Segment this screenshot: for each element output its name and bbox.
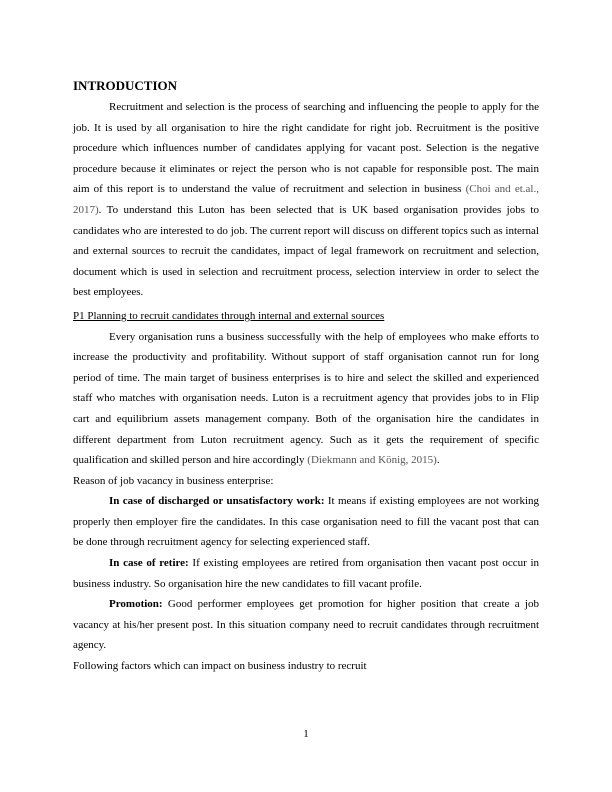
reason-retire [73,553,539,594]
reason-label: Promotion: [109,598,163,611]
section-paragraph [73,327,539,471]
closing-line: Following factors which can impact on business industry to recruit [73,660,367,673]
citation-diekmann: (Diekmann and König, 2015) [307,454,437,467]
citation-choi: (Choi and et.al., 2017) [73,183,539,216]
reason-label: In case of retire: [109,557,189,570]
reason-label: In case of discharged or unsatisfactory work: [109,495,325,508]
section-text-end: . [436,454,440,467]
section-title-p1: P1 Planning to recruit candidates through internal and external sources [73,309,385,322]
reason-discharged [73,491,539,553]
document-body [73,76,539,677]
reason-promotion [73,594,539,656]
section-text: Every organisation runs a business successfully with the help of employees who make efforts to increase the productivity and profitability. Without support of staff organisation cannot run for long period of time. The main target of business enterprises is to hire and select the skilled and experienced staff who matches with organisation needs. Luton is a recruitment agency that provides jobs to in Flip cart and equilibrium assets management company. Both of the organisation hire the candidates in different department from Luton recruitment agency. Such as it gets the requirement of specific qualification and skilled person and hire accordingly [73,330,539,467]
page-number: 1 [303,728,309,740]
intro-text-end: . To understand this Luton has been selected that is UK based organisation provides jobs to candidates who are interested to do job. The current report will discuss on different topics such as internal and external sources to recruit the candidates, impact of legal framework on recruitment and selection, document which is used in selection and recruitment process, selection interview in order to select the best employees. [73,203,539,299]
reason-text: It means if existing employees are not working properly then employer fire the candidates. In this case organisation need to fill the vacant post that can be done through recruitment agency for selecting experienced staff. [73,495,540,549]
reason-intro: Reason of job vacancy in business enterprise: [73,474,274,487]
reason-text: Good performer employees get promotion for higher position that create a job vacancy at his/her present post. In this situation company need to recruit candidates through recruitment agency. [73,598,539,652]
intro-paragraph [73,97,539,303]
heading-introduction: INTRODUCTION [73,78,178,93]
intro-text-start: Recruitment and selection is the process of searching and influencing the people to apply for the job. It is used by all organisation to hire the right candidate for right job. Recruitment is the positive procedure which influences number of candidates applying for vacant post. Selection is the negative procedure because it eliminates or reject the person who is not capable for responsible post. The main aim of this report is to understand the value of recruitment and selection in business [73,101,539,196]
reason-text: If existing employees are retired from organisation then vacant post occur in business industry. So organisation hire the new candidates to fill vacant profile. [73,557,539,590]
